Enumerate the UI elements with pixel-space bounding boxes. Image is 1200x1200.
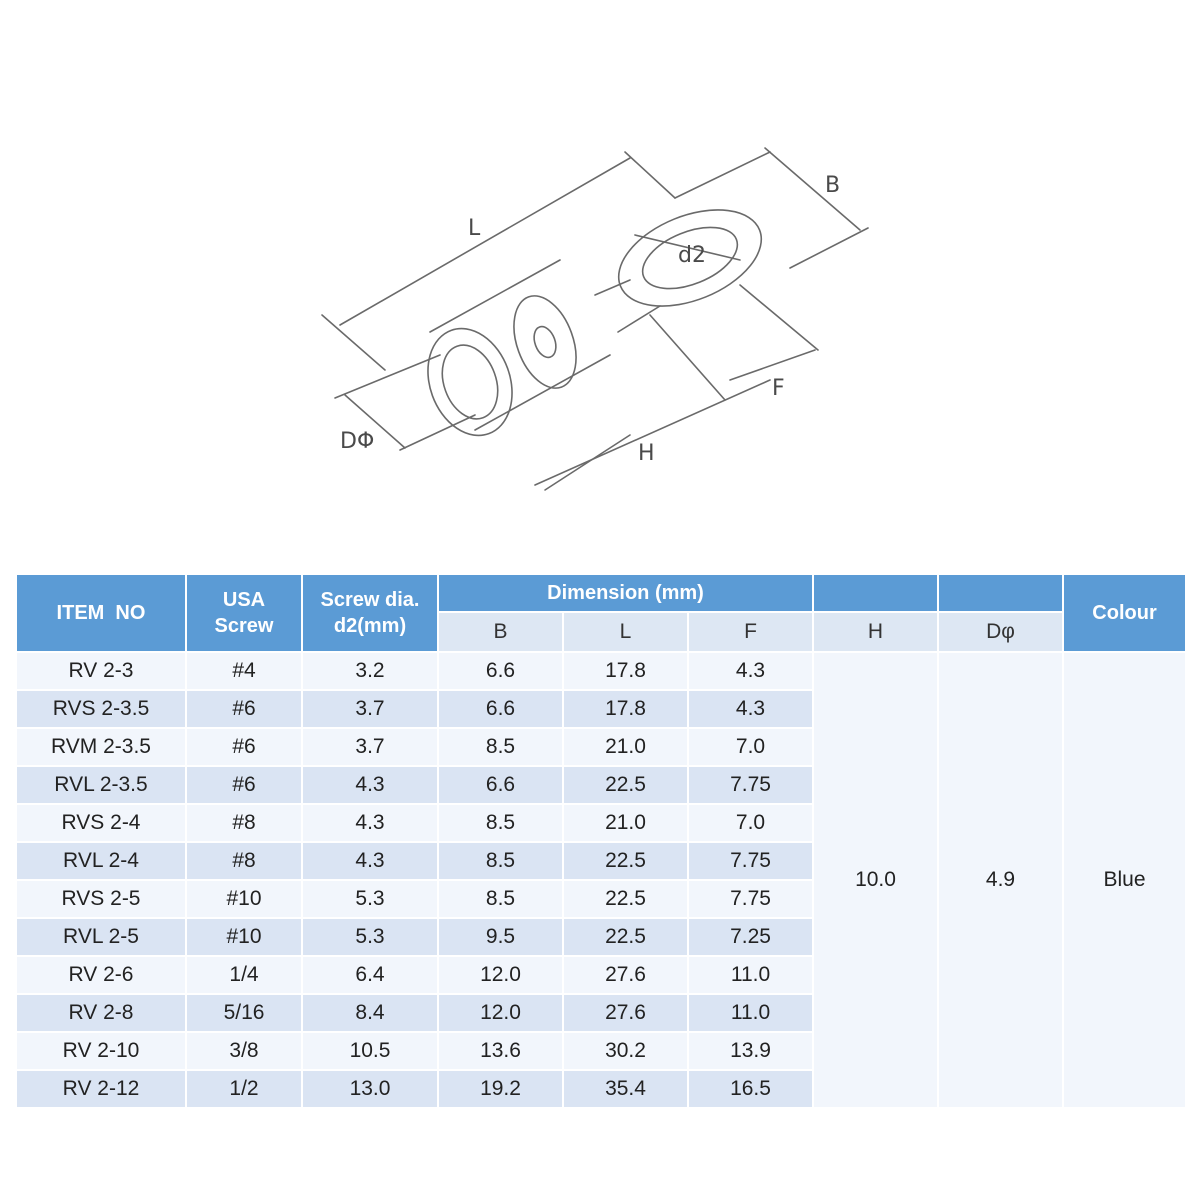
cell-F: 11.0	[688, 956, 813, 994]
cell-L: 27.6	[563, 956, 688, 994]
cell-F: 7.75	[688, 880, 813, 918]
cell-colour-common: Blue	[1063, 652, 1186, 1108]
label-D: DΦ	[340, 429, 375, 454]
header-screw-dia-line2: d2(mm)	[333, 615, 407, 637]
cell-L: 17.8	[563, 690, 688, 728]
ring-terminal-diagram	[300, 110, 900, 510]
cell-screw: 3/8	[186, 1032, 302, 1070]
cell-screw: #4	[186, 652, 302, 690]
cell-d2: 13.0	[302, 1070, 438, 1108]
cell-B: 8.5	[438, 880, 563, 918]
header-dimension-ext	[813, 574, 938, 612]
header-usa-screw-line2: Screw	[214, 615, 274, 637]
header-screw-dia	[302, 574, 438, 652]
cell-screw: #6	[186, 690, 302, 728]
cell-L: 22.5	[563, 880, 688, 918]
cell-d2: 5.3	[302, 918, 438, 956]
header-colour: Colour	[1063, 574, 1186, 652]
cell-item: RV 2-10	[16, 1032, 186, 1070]
cell-F: 7.75	[688, 842, 813, 880]
cell-item: RVL 2-4	[16, 842, 186, 880]
cell-B: 6.6	[438, 766, 563, 804]
cell-item: RV 2-3	[16, 652, 186, 690]
cell-screw: #6	[186, 728, 302, 766]
table-body	[16, 652, 1186, 1108]
dim-line-H	[535, 380, 770, 485]
cell-d2: 8.4	[302, 994, 438, 1032]
label-H: H	[638, 441, 655, 466]
table-row	[16, 652, 1186, 690]
label-F: F	[772, 376, 785, 401]
ext-line-F-right	[740, 285, 818, 350]
cell-B: 12.0	[438, 956, 563, 994]
cell-L: 21.0	[563, 804, 688, 842]
ext-line-F	[650, 315, 725, 400]
header-screw-dia-line1: Screw dia.	[320, 589, 420, 611]
barrel-rear-hole	[530, 324, 560, 361]
cell-F: 7.0	[688, 728, 813, 766]
cell-L: 22.5	[563, 766, 688, 804]
cell-B: 19.2	[438, 1070, 563, 1108]
cell-screw: #10	[186, 880, 302, 918]
cell-screw: #10	[186, 918, 302, 956]
cell-F: 16.5	[688, 1070, 813, 1108]
cell-D-common: 4.9	[938, 652, 1063, 1108]
cell-d2: 5.3	[302, 880, 438, 918]
label-B: B	[825, 173, 841, 198]
cell-B: 8.5	[438, 842, 563, 880]
header-dimension: Dimension (mm)	[438, 574, 813, 612]
header-dimension-ext2	[938, 574, 1063, 612]
cell-item: RVL 2-5	[16, 918, 186, 956]
cell-d2: 4.3	[302, 766, 438, 804]
header-item-no: ITEM NO	[16, 574, 186, 652]
cell-L: 22.5	[563, 842, 688, 880]
cell-item: RV 2-6	[16, 956, 186, 994]
cell-F: 7.0	[688, 804, 813, 842]
ext-line-L-left	[322, 315, 385, 370]
cell-item: RVL 2-3.5	[16, 766, 186, 804]
label-L: L	[468, 216, 481, 241]
cell-d2: 6.4	[302, 956, 438, 994]
ext-line-L-right	[625, 152, 675, 198]
subheader-H: H	[813, 612, 938, 652]
cell-L: 30.2	[563, 1032, 688, 1070]
cell-L: 17.8	[563, 652, 688, 690]
cell-L: 21.0	[563, 728, 688, 766]
cell-d2: 3.7	[302, 728, 438, 766]
cell-F: 11.0	[688, 994, 813, 1032]
cell-item: RV 2-12	[16, 1070, 186, 1108]
header-usa-screw-line1: USA	[222, 589, 266, 611]
dim-line-B	[765, 148, 860, 230]
cell-H-common: 10.0	[813, 652, 938, 1108]
cell-F: 13.9	[688, 1032, 813, 1070]
subheader-F: F	[688, 612, 813, 652]
spec-table	[15, 573, 1187, 1109]
cell-B: 13.6	[438, 1032, 563, 1070]
cell-screw: #6	[186, 766, 302, 804]
cell-F: 7.75	[688, 766, 813, 804]
cell-item: RVS 2-4	[16, 804, 186, 842]
label-d2: d2	[678, 243, 706, 268]
barrel-front	[414, 317, 527, 448]
cell-screw: 1/2	[186, 1070, 302, 1108]
cell-d2: 3.7	[302, 690, 438, 728]
cell-L: 22.5	[563, 918, 688, 956]
cell-screw: #8	[186, 804, 302, 842]
cell-item: RVS 2-5	[16, 880, 186, 918]
cell-F: 7.25	[688, 918, 813, 956]
cell-B: 8.5	[438, 728, 563, 766]
ring-terminal-drawing	[300, 110, 900, 510]
cell-L: 35.4	[563, 1070, 688, 1108]
cell-d2: 4.3	[302, 804, 438, 842]
cell-d2: 10.5	[302, 1032, 438, 1070]
subheader-B: B	[438, 612, 563, 652]
header-usa-screw	[186, 574, 302, 652]
ext-line-D-top	[335, 355, 440, 398]
cell-F: 4.3	[688, 690, 813, 728]
subheader-L: L	[563, 612, 688, 652]
cell-item: RVS 2-3.5	[16, 690, 186, 728]
ext-line-B-top	[675, 152, 770, 198]
barrel-bottom	[475, 355, 610, 430]
cell-d2: 3.2	[302, 652, 438, 690]
cell-B: 12.0	[438, 994, 563, 1032]
dim-line-L	[340, 158, 630, 325]
cell-L: 27.6	[563, 994, 688, 1032]
cell-item: RV 2-8	[16, 994, 186, 1032]
cell-d2: 4.3	[302, 842, 438, 880]
dim-line-H-low	[545, 435, 630, 490]
cell-screw: 1/4	[186, 956, 302, 994]
cell-B: 6.6	[438, 652, 563, 690]
cell-item: RVM 2-3.5	[16, 728, 186, 766]
ext-line-B-bottom	[790, 228, 868, 268]
cell-screw: #8	[186, 842, 302, 880]
barrel-front-hole	[433, 337, 508, 426]
cell-B: 9.5	[438, 918, 563, 956]
cell-F: 4.3	[688, 652, 813, 690]
subheader-D: Dφ	[938, 612, 1063, 652]
barrel-rear	[502, 287, 587, 396]
cell-B: 8.5	[438, 804, 563, 842]
cell-B: 6.6	[438, 690, 563, 728]
cell-screw: 5/16	[186, 994, 302, 1032]
